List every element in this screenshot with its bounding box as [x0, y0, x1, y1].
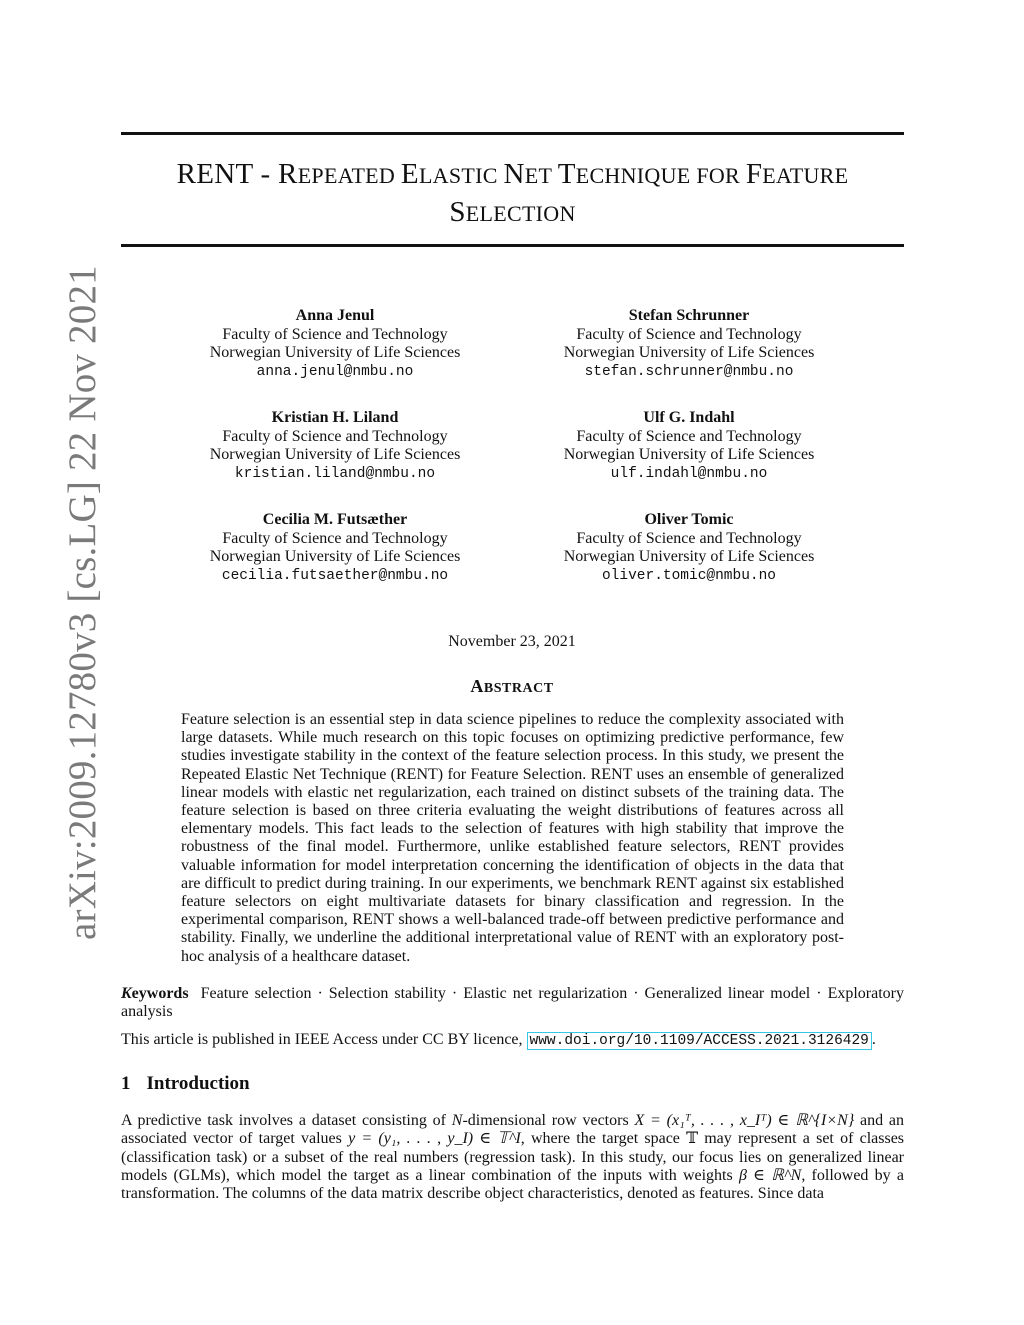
author-block: [155, 307, 515, 381]
paper-date: November 23, 2021: [448, 633, 576, 650]
author-univ: Norwegian University of Life Sciences: [209, 446, 461, 463]
author-name: Kristian H. Liland: [271, 409, 399, 426]
doi-link[interactable]: www.doi.org/10.1109/ACCESS.2021.3126429: [527, 1032, 872, 1050]
author-dept: Faculty of Science and Technology: [222, 427, 448, 445]
math-beta: β ∈ ℝ^N: [738, 1166, 802, 1184]
author-univ: Norwegian University of Life Sciences: [563, 548, 815, 565]
author-dept: Faculty of Science and Technology: [222, 529, 448, 547]
author-dept: Faculty of Science and Technology: [576, 427, 802, 445]
author-univ: Norwegian University of Life Sciences: [209, 344, 461, 361]
author-email[interactable]: oliver.tomic@nmbu.no: [601, 567, 777, 584]
intro-paragraph: A predictive task involves a dataset consisting of N-dimensional row vectors X = (x₁ᵀ, . . . , x_Iᵀ) ∈ ℝ^{I×N} and an associated vector of target values y = (y₁, . . . , y_I) ∈ 𝕋^I, where the target space 𝕋 may represent a set of classes (classification task) or a subset of the real numbers (regression task). In this study, our focus lies on generalized linear models (GLMs), which model the target as a linear combination of the inputs with weights β ∈ ℝ^N, followed by a transformation. The columns of the data matrix describe object characteristics, denoted as features. Since data: [121, 1112, 905, 1203]
author-dept: Faculty of Science and Technology: [576, 529, 802, 547]
author-email[interactable]: cecilia.futsaether@nmbu.no: [221, 567, 449, 584]
keywords-text: Feature selection · Selection stability · Elastic net regularization · Generalized linear model · Exploratory analysis: [121, 985, 905, 1021]
math-T: 𝕋: [686, 1130, 699, 1148]
author-dept: Faculty of Science and Technology: [222, 325, 448, 343]
author-name: Oliver Tomic: [644, 511, 734, 528]
author-email[interactable]: stefan.schrunner@nmbu.no: [584, 363, 794, 380]
title-rule-top: [121, 132, 904, 135]
author-univ: Norwegian University of Life Sciences: [563, 446, 815, 463]
author-name: Stefan Schrunner: [628, 307, 750, 324]
math-N: N: [451, 1112, 463, 1129]
author-block: [155, 511, 515, 585]
math-X: X = (x₁ᵀ, . . . , x_Iᵀ) ∈ ℝ^{I×N}: [634, 1112, 855, 1129]
author-block: [509, 307, 869, 381]
author-block: [509, 409, 869, 483]
author-name: Anna Jenul: [295, 307, 375, 324]
section-heading: 1 Introduction: [121, 1073, 250, 1094]
title-rule-bottom: [121, 244, 904, 247]
paper-title: RENT - REPEATED ELASTIC NET TECHNIQUE FOR FEATURE SELECTION: [176, 158, 849, 228]
author-block: [509, 511, 869, 585]
author-name: Ulf G. Indahl: [643, 409, 735, 426]
math-y: y = (y₁, . . . , y_I) ∈ 𝕋^I: [348, 1130, 521, 1148]
author-email[interactable]: anna.jenul@nmbu.no: [256, 363, 414, 380]
abstract-text: Feature selection is an essential step in data science pipelines to reduce the complexity associated with large datasets. While much research on this topic focuses on optimizing predictive performance, few studies investigate stability in the context of the feature selection process. In this study, we present the Repeated Elastic Net Technique (RENT) for Feature Selection. RENT uses an ensemble of generalized linear models with elastic net regularization, each trained on distinct subsets of the training data. The feature selection is based on three criteria evaluating the weight distributions of features across all elementary models. This fact leads to the selection of features with high stability that improve the robustness of the final model. Furthermore, unlike established feature selectors, RENT provides valuable information for model interpretation concerning the identification of objects in the data that are difficult to predict during training. In our experiments, we benchmark RENT against six established feature selectors on eight multivariate datasets for binary classification and regression. In the experimental comparison, RENT shows a well-balanced trade-off between predictive performance and stability. Finally, we underline the additional interpretational value of RENT with an exploratory post-hoc analysis of a healthcare dataset.: [181, 711, 844, 965]
author-email[interactable]: ulf.indahl@nmbu.no: [610, 465, 768, 482]
arxiv-stamp: arXiv:2009.12780v3 [cs.LG] 22 Nov 2021: [61, 265, 104, 940]
author-univ: Norwegian University of Life Sciences: [209, 548, 461, 565]
author-email[interactable]: kristian.liland@nmbu.no: [234, 465, 436, 482]
author-univ: Norwegian University of Life Sciences: [563, 344, 815, 361]
author-block: [155, 409, 515, 483]
abstract-heading: ABSTRACT: [470, 676, 554, 696]
publication-note: This article is published in IEEE Access under CC BY licence, www.doi.org/10.1109/ACCESS.2021.3126429 .: [121, 1031, 876, 1049]
author-dept: Faculty of Science and Technology: [576, 325, 802, 343]
author-name: Cecilia M. Futsæther: [262, 511, 408, 528]
keywords: Keywords Feature selection · Selection stability · Elastic net regularization · Generalized linear model · Exploratory analysis: [121, 985, 905, 1021]
